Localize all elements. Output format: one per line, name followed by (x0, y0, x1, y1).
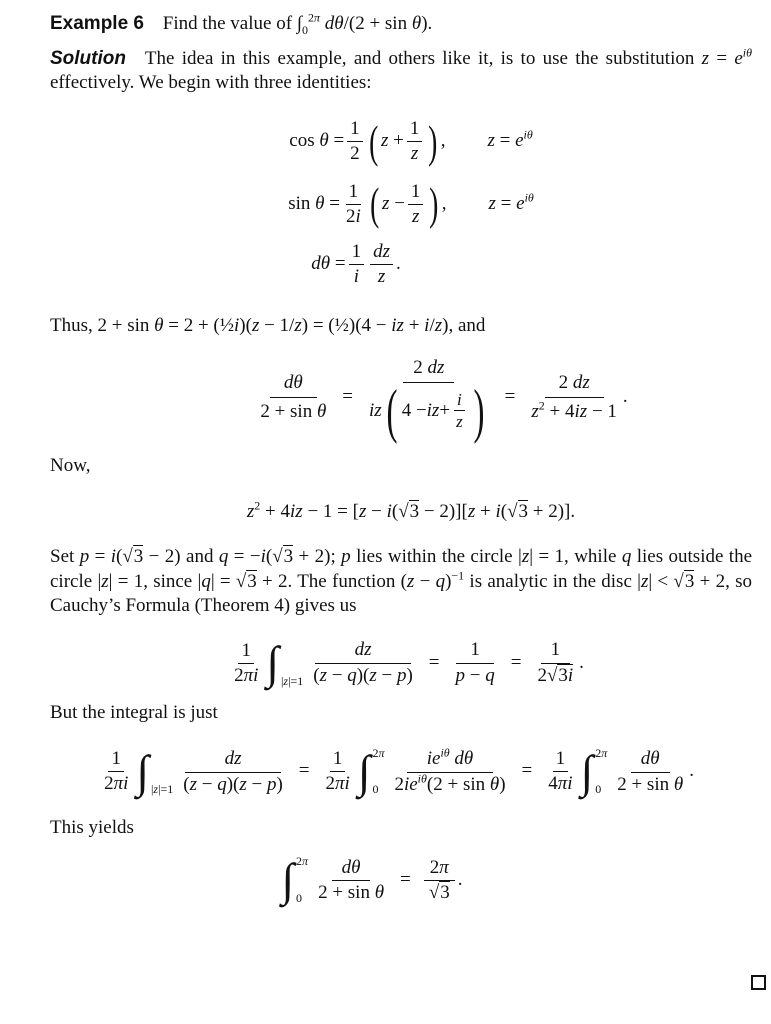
equation-cauchy: $\frac{1}{2\pi i}$ ∫ |z|=1 $\frac{dz}{(z - q)(z - p)}$ = $\frac{1}{p - q}$ = $\frac{1}{2√3i}$ . (234, 637, 584, 689)
example-statement (50, 12, 752, 37)
identity-cos: cos θ = $\frac{1}{2}$ ( z + $\frac{1}{z}$ ) , $z = e^{i\theta}$ (289, 115, 533, 167)
yields-paragraph: This yields (50, 816, 134, 838)
equation-integral-chain: $\frac{1}{2\pi i}$ ∫ |z|=1 $\frac{dz}{(z - q)(z - p)}$ = $\frac{1}{2\pi i}$ ∫ 2π 0 $\frac{ie^{i\theta} d\theta}{2ie^{i\theta}(2 + \sin \theta)}$ = $\frac{1}{4\pi i}$ ∫ 2π 0 $\frac{d\theta}{\text{2 + sin θ}}$ . (104, 745, 694, 797)
qed-box-icon (751, 975, 766, 990)
set-paragraph: Set p = i(√3 − 2) and q = −i(√3 + 2); p lies within the circle |z| = 1, while q lies outside the circle |z| = 1, since |q| = √3 + 2. The function $(z - q)^{-1}$ is analytic in the disc |z| < √3 + 2, so Cauchy’s Formula (Theorem 4) gives us (50, 546, 753, 617)
page-content (50, 6, 752, 906)
solution-paragraph (50, 47, 752, 96)
but-paragraph: But the integral is just (50, 702, 218, 724)
thus-paragraph: Thus, 2 + sin θ = 2 + (½i)(z − 1/z) = (½)(4 − iz + i/z), and (50, 315, 486, 337)
now-paragraph: Now, (50, 454, 91, 476)
equation-integrand: $\frac{d\theta}{\text{2 + sin θ}}$ = 2 dz iz ( 4 − iz + $\frac{i}{z}$ ) = $\frac{2 dz}{z^2 + 4iz - 1}$ . (260, 356, 628, 444)
example-label: Example 6 (50, 13, 144, 34)
identity-dtheta: dθ = $\frac{1}{i}$ $\frac{dz}{z}$ . (311, 241, 401, 288)
identity-sin: sin θ = $\frac{1}{2i}$ ( z − $\frac{1}{z}$ ) , $z = e^{i\theta}$ (288, 178, 534, 230)
example-text: Find the value of $\int_0^{2\pi}$ dθ/(2 + sin θ). (162, 10, 433, 37)
equation-factorization: $z^2 + 4iz - 1 = [z - i(√3 - 2)][z + i(√3 + 2)]$. (246, 499, 576, 523)
equation-result: ∫ 2π 0 $\frac{d\theta}{\text{2 + sin θ}}$ = $\frac{2\pi}{√3}$ . (281, 854, 463, 906)
solution-label: Solution (50, 47, 126, 69)
solution-text: The idea in this example, and others like it, is to use the substitution $z = e^{i\theta}$ effectively. We begin with three identities: (50, 45, 753, 94)
